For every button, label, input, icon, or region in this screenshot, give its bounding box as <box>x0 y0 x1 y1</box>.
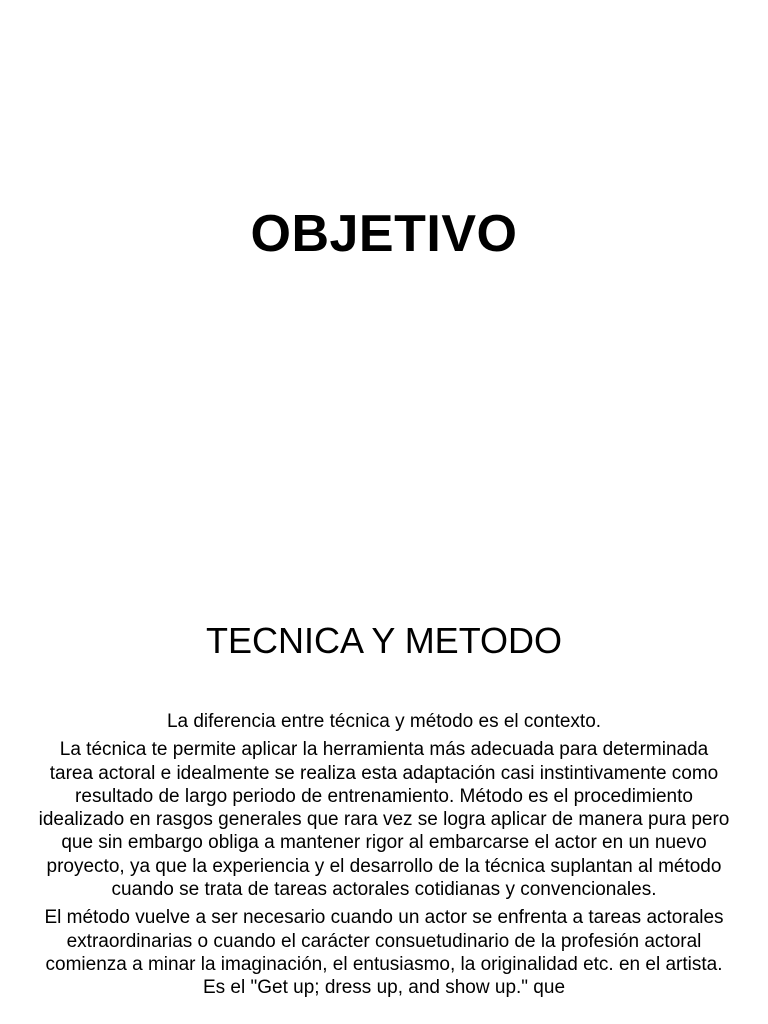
body-paragraph-1: La diferencia entre técnica y método es el contexto. <box>166 711 602 732</box>
body-paragraph-3: El método vuelve a ser necesario cuando un actor se enfrenta a tareas actorales extraordinarias o cuando el carácter consuetudinario de la profesión actoral comienza a minar la imaginación, el entusiasmo, la originalidad etc. en el artista. Es el "Get up; dress up, and show up." que <box>44 907 724 999</box>
slide-body-text <box>36 710 732 1005</box>
slide-title-objetivo: OBJETIVO <box>250 205 518 263</box>
slide-title-tecnica-y-metodo: TECNICA Y METODO <box>205 620 563 661</box>
body-paragraph-2: La técnica te permite aplicar la herramienta más adecuada para determinada tarea actoral e idealmente se realiza esta adaptación casi instintivamente como resultado de largo periodo de entrenamiento. Método es el procedimiento idealizado en rasgos generales que rara vez se logra aplicar de manera pura pero que sin embargo obliga a mantener rigor al embarcarse el actor en un nuevo proyecto, ya que la experiencia y el desarrollo de la técnica suplantan al método cuando se trata de tareas actorales cotidianas y convencionales. <box>38 739 730 901</box>
slide-tecnica-y-metodo <box>0 560 768 1024</box>
